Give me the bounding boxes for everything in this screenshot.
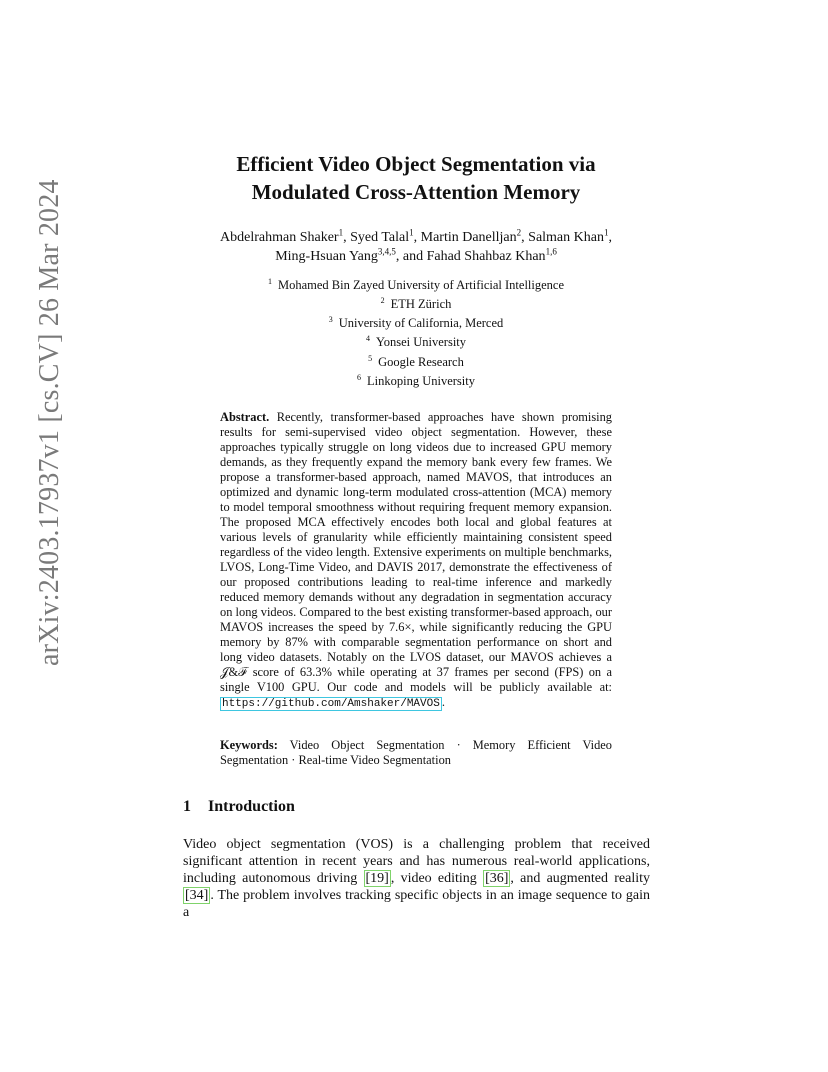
keywords-text: Video Object Segmentation · Memory Efficient Video Segmentation · Real-time Video Segmentation [220,738,612,767]
author-affiliation-mark: 1 [338,227,344,238]
author-affiliation-mark: 1 [603,227,609,238]
author-line-1: Abdelrahman Shaker$^1$, Syed Talal$^1$, Martin Danelljan$^2$, Salman Khan$^1$, [220,227,612,245]
citation-link[interactable]: [19] [365,871,389,886]
affiliation-name: Google Research [378,354,464,369]
arxiv-identifier: arXiv:2403.17937v1 [cs.CV] 26 Mar 2024 [34,179,65,666]
abstract [220,410,612,712]
paper-title [180,150,652,206]
intro-text: , video editing [390,871,477,886]
author-line-2: Ming-Hsuan Yang$^{3,4,5}$, and Fahad Shahbaz Khan$^{1,6}$ [275,246,557,264]
author-affiliation-mark: 1,6 [545,246,557,257]
keywords-label: Keywords: [220,738,278,752]
affiliation-mark: 1 [267,277,272,286]
author-name: Salman Khan [528,230,604,245]
affiliation-mark: 6 [357,372,361,382]
affiliation-item [180,274,652,293]
author-affiliation-mark: 1 [409,227,414,238]
affiliation-mark: 4 [365,334,370,344]
author-name: Ming-Hsuan Yang [275,249,378,264]
intro-text: , and augmented reality [510,871,651,886]
citation-link[interactable]: [34] [185,888,209,903]
intro-text: . The problem involves tracking specific objects in an image sequence to gain a [183,888,650,920]
affiliation-name: ETH Zürich [390,297,452,312]
author-name: Syed Talal [350,230,410,245]
abstract-label: Abstract. [220,410,270,424]
affiliation-name: Linkoping University [367,373,475,388]
author-name: Abdelrahman Shaker [220,230,339,245]
author-name: Martin Danelljan [420,230,517,245]
affiliation-name: Mohamed Bin Zayed University of Artificial Intelligence [277,278,565,293]
affiliation-list [180,274,652,389]
section-heading-introduction [183,798,295,816]
author-affiliation-mark: 2 [516,227,522,238]
title-line-1: Efficient Video Object Segmentation via [236,152,596,176]
title-line-2: Modulated Cross-Attention Memory [251,180,581,204]
abstract-text: Recently, transformer-based approaches have shown promising results for semi-supervised video object segmentation. However, these approaches typically struggle on long videos due to increased GPU memory demands, as they frequently expand the memory bank every few frames. We propose a transformer-based approach, named MAVOS, that introduces an optimized and dynamic long-term modulated cross-attention (MCA) memory to model temporal smoothness without requiring frequent memory expansion. The proposed MCA effectively encodes both local and global features at various levels of granularity while efficiently maintaining consistent speed regardless of the video length. Extensive experiments on multiple benchmarks, LVOS, Long-Time Video, and DAVIS 2017, demonstrate the effectiveness of our proposed contributions leading to real-time inference and markedly reduced memory demands without any degradation in segmentation accuracy on long videos. Compared to the best existing transformer-based approach, our MAVOS increases the speed by 7.6×, while significantly reducing the GPU memory by 87% with comparable segmentation performance on short and long video datasets. Notably on the LVOS dataset, our MAVOS achieves a 𝒥&ℱ score of 63.3% while operating at 37 frames per second (FPS) on a single V100 GPU. Our code and models will be publicly available at: [220,410,612,694]
citation-link[interactable]: [36] [485,871,509,886]
author-conjunction: and [402,249,424,264]
introduction-paragraph [183,836,650,921]
affiliation-item [180,351,652,370]
affiliation-mark: 3 [328,315,333,325]
affiliation-item [180,312,652,331]
affiliation-item [180,331,652,350]
abstract-end-punctuation: . [441,695,445,709]
affiliation-name: Yonsei University [375,335,467,350]
author-affiliation-mark: 3,4,5 [377,246,396,257]
affiliation-name: University of California, Merced [338,316,504,331]
keywords [220,738,612,768]
section-title: Introduction [208,798,295,815]
code-repository-link[interactable]: https://github.com/Amshaker/MAVOS [222,698,440,710]
affiliation-item [180,293,652,312]
affiliation-item [180,370,652,389]
section-number: 1 [183,798,191,815]
affiliation-mark: 5 [368,353,373,363]
author-list [170,228,662,266]
affiliation-mark: 2 [380,296,385,306]
author-name: Fahad Shahbaz Khan [426,249,546,264]
intro-text: Video object segmentation (VOS) is a challenging problem that received significant attention in recent years and has numerous real-world applications, including autonomous driving [183,837,650,886]
